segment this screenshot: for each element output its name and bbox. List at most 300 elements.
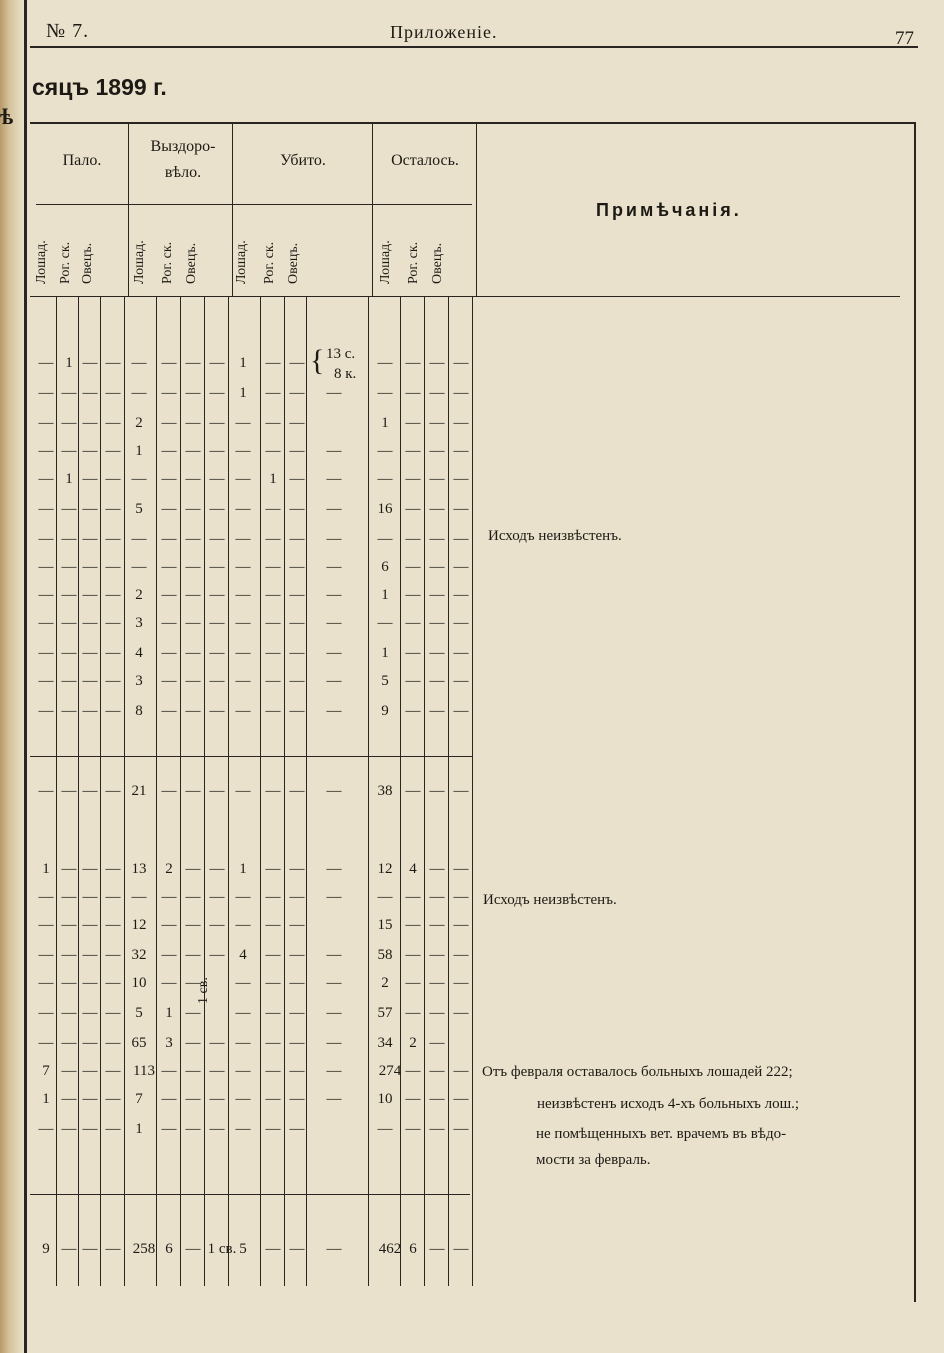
vertical-note-1sv: 1 св. [196, 977, 211, 1004]
top-row-vyz-cell: — [209, 531, 225, 547]
mid-row-ost-cell: — [429, 975, 445, 991]
mid-row-pal-cell: — [82, 889, 98, 905]
mid-row-vyz-cell: — [209, 783, 225, 799]
top-row-pal-cell: — [38, 615, 54, 631]
top-row-pal-cell: — [82, 355, 98, 371]
notes-title: Примѣчанія. [596, 200, 742, 220]
issue-number: № 7. [46, 20, 90, 42]
mid-row-pal-cell: — [38, 1121, 54, 1137]
totals-row-pal-cell: — [82, 1241, 98, 1257]
top-row-pal-cell: — [38, 531, 54, 547]
subheader-ovets: Овецъ. [184, 242, 199, 284]
mid-row-vyz-cell: — [185, 889, 201, 905]
top-row-ost-cell: — [429, 415, 445, 431]
mid-row-ost-cell: 10 [377, 1091, 393, 1107]
top-row-pal-cell: — [38, 501, 54, 517]
top-row-vyz-cell: — [185, 415, 201, 431]
mid-row-vyz-cell: — [131, 889, 147, 905]
top-row-vyz-cell: — [131, 385, 147, 401]
mid-row-pal-cell: 1 [42, 861, 50, 877]
mid-row-ub-cell: — [289, 783, 305, 799]
subheader-loshad: Лошад. [234, 240, 249, 284]
top-row-ub-cell: — [289, 501, 305, 517]
mid-row-vyz-cell: — [209, 917, 225, 933]
group-label-vyzdorovelo: Выздоро- вѣло. [150, 138, 216, 181]
top-row-pal-cell: — [82, 645, 98, 661]
mid-row-ub-cell: — [289, 1091, 305, 1107]
mid-row-pal-cell: — [82, 1091, 98, 1107]
mid-row-ost-cell: — [405, 917, 421, 933]
mid-row-ost-cell: — [429, 1063, 445, 1079]
top-row-ub-cell: — [289, 645, 305, 661]
mid-row-ost-cell: 15 [377, 917, 393, 933]
top-row-vyz-cell: — [161, 501, 177, 517]
top-row-pal-cell: — [105, 559, 121, 575]
subheader-rog-sk: Рог. ск. [262, 241, 277, 284]
top-row-pal-cell: — [61, 645, 77, 661]
mid-row-ub-cell: — [235, 1091, 251, 1107]
mid-row-ub-cell: — [265, 1121, 281, 1137]
top-row-vyz-cell: — [161, 415, 177, 431]
top-row-vyz-cell: — [209, 385, 225, 401]
top-row-pal-cell: — [38, 355, 54, 371]
totals-row-vyz-cell: 1 св. [207, 1241, 237, 1257]
top-row-ost-cell: — [429, 501, 445, 517]
mid-row-vyz-cell: — [161, 1091, 177, 1107]
top-row-extra-cell: — [326, 645, 342, 661]
top-row-ub-cell: — [265, 531, 281, 547]
mid-row-pal-cell: — [82, 1005, 98, 1021]
top-row-ub-cell: 1 [269, 471, 277, 487]
top-row-ost-cell: — [377, 615, 393, 631]
top-row-pal-cell: 1 [65, 355, 73, 371]
top-row-ub-cell: — [289, 559, 305, 575]
top-row-ub-cell: — [265, 645, 281, 661]
top-row-pal-cell: — [82, 615, 98, 631]
top-row-ost-cell: — [453, 703, 469, 719]
subheader-loshad: Лошад. [34, 240, 49, 284]
top-row-ost-cell: — [429, 531, 445, 547]
mid-row-vyz-cell: — [209, 947, 225, 963]
note-february-line-4: мости за февраль. [536, 1152, 651, 1168]
mid-row-ost-cell: — [453, 917, 469, 933]
mid-row-pal-cell: — [82, 861, 98, 877]
top-row-ost-cell: — [429, 673, 445, 689]
mid-row-vyz-cell: 113 [133, 1063, 155, 1079]
subheader-ovets: Овецъ. [80, 242, 95, 284]
top-row-vyz-cell: — [161, 559, 177, 575]
mid-row-vyz-cell: — [161, 1121, 177, 1137]
subheader-ovets: Овецъ. [286, 242, 301, 284]
top-row-vyz-cell: — [185, 385, 201, 401]
mid-row-ub-cell: — [289, 889, 305, 905]
mid-row-ub-cell: — [235, 1063, 251, 1079]
mid-row-vyz-cell: — [185, 947, 201, 963]
subheader-loshad: Лошад. [378, 240, 393, 284]
top-row-vyz-cell: — [131, 355, 147, 371]
mid-row-ub-cell: — [289, 1121, 305, 1137]
mid-row-ost-cell: — [453, 947, 469, 963]
top-row-vyz-cell: — [209, 559, 225, 575]
mid-row-pal-cell: — [61, 1063, 77, 1079]
top-row-ub-cell: 1 [239, 355, 247, 371]
mid-row-ost-cell: — [405, 1091, 421, 1107]
mid-row-ub-cell: — [265, 1035, 281, 1051]
mid-row-ub-cell: — [265, 861, 281, 877]
mid-row-vyz-cell: 21 [131, 783, 147, 799]
mid-row-vyz-cell: — [185, 861, 201, 877]
top-row-pal-cell: — [61, 415, 77, 431]
mid-row-ost-cell: — [429, 1121, 445, 1137]
top-row-ub-cell: — [265, 415, 281, 431]
top-row-vyz-cell: — [161, 645, 177, 661]
mid-row-extra-cell: — [326, 1063, 342, 1079]
subheader-rule [36, 204, 472, 205]
top-row-extra-cell: — [326, 385, 342, 401]
top-row-pal-cell: — [61, 587, 77, 603]
mid-row-extra-cell: — [326, 1091, 342, 1107]
mid-row-vyz-cell: — [185, 783, 201, 799]
mid-row-ost-cell: — [429, 783, 445, 799]
top-row-ost-cell: — [377, 385, 393, 401]
top-row-pal-cell: — [82, 703, 98, 719]
top-row-pal-cell: — [82, 531, 98, 547]
mid-row-vyz-cell: 3 [165, 1035, 173, 1051]
mid-row-vyz-cell: — [185, 975, 201, 991]
mid-row-pal-cell: — [105, 917, 121, 933]
group-separator [372, 122, 373, 296]
top-row-vyz-cell: — [209, 415, 225, 431]
totals-row-ost-cell: 462 [378, 1241, 402, 1257]
note-february-line-3: не помѣщенныхъ вет. врачемъ въ вѣдо- [536, 1126, 787, 1142]
top-row-pal-cell: — [38, 471, 54, 487]
totals-row-vyz-cell: 6 [165, 1241, 173, 1257]
top-row-ub-cell: — [235, 415, 251, 431]
mid-row-ub-cell: — [265, 1005, 281, 1021]
top-row-vyz-cell: — [209, 471, 225, 487]
mid-row-pal-cell: — [61, 861, 77, 877]
mid-row-vyz-cell: 13 [131, 861, 147, 877]
mid-row-vyz-cell: — [185, 1091, 201, 1107]
top-row-vyz-cell: — [131, 471, 147, 487]
top-row-vyz-cell: — [131, 559, 147, 575]
table-top-rule [30, 122, 916, 124]
top-row-pal-cell: — [105, 355, 121, 371]
top-row-ub-cell: — [289, 615, 305, 631]
top-row-vyz-cell: — [185, 673, 201, 689]
top-row-pal-cell: — [105, 673, 121, 689]
mid-row-ost-cell: — [405, 947, 421, 963]
killed-extra-1: 13 с. [326, 346, 356, 362]
top-row-pal-cell: — [82, 443, 98, 459]
mid-row-ost-cell: 274 [378, 1063, 402, 1079]
mid-row-vyz-cell: — [161, 975, 177, 991]
top-row-ub-cell: — [289, 355, 305, 371]
mid-row-pal-cell: — [38, 889, 54, 905]
top-row-pal-cell: — [82, 415, 98, 431]
top-row-ost-cell: — [405, 559, 421, 575]
top-row-ost-cell: — [405, 415, 421, 431]
mid-row-extra-cell: — [326, 783, 342, 799]
top-row-vyz-cell: — [209, 615, 225, 631]
note-outcome-unknown-1: Исходъ неизвѣстенъ. [488, 528, 622, 544]
top-row-vyz-cell: — [209, 673, 225, 689]
top-row-ub-cell: — [265, 673, 281, 689]
mid-row-extra-cell: — [326, 947, 342, 963]
top-row-ub-cell: — [265, 443, 281, 459]
mid-row-pal-cell: — [38, 975, 54, 991]
mid-row-pal-cell: — [38, 1005, 54, 1021]
subheader-rog-sk: Рог. ск. [58, 241, 73, 284]
mid-row-ost-cell: 2 [381, 975, 389, 991]
mid-row-vyz-cell: 10 [131, 975, 147, 991]
mid-row-ost-cell: — [405, 1063, 421, 1079]
top-row-ost-cell: — [453, 471, 469, 487]
top-row-ub-cell: — [289, 673, 305, 689]
top-row-extra-cell: — [326, 673, 342, 689]
top-row-ost-cell: — [405, 385, 421, 401]
mid-row-ub-cell: — [235, 975, 251, 991]
mid-row-vyz-cell: 5 [135, 1005, 143, 1021]
top-row-ost-cell: — [429, 559, 445, 575]
mid-row-extra-cell: — [326, 1035, 342, 1051]
top-row-vyz-cell: 5 [135, 501, 143, 517]
top-row-ub-cell: — [235, 443, 251, 459]
top-row-ost-cell: — [453, 531, 469, 547]
top-row-pal-cell: — [38, 587, 54, 603]
notes-column-rule [476, 122, 477, 296]
subheader-loshad: Лошад. [132, 240, 147, 284]
top-row-vyz-cell: 4 [135, 645, 143, 661]
mid-row-ost-cell: 12 [377, 861, 393, 877]
top-row-ost-cell: — [429, 471, 445, 487]
table-right-rule [914, 122, 916, 1302]
top-row-ub-cell: — [289, 531, 305, 547]
mid-row-vyz-cell: — [161, 947, 177, 963]
top-row-ost-cell: — [377, 443, 393, 459]
top-row-vyz-cell: — [161, 355, 177, 371]
top-row-pal-cell: — [38, 415, 54, 431]
mid-row-vyz-cell: 1 [165, 1005, 173, 1021]
top-row-vyz-cell: — [161, 673, 177, 689]
mid-row-ub-cell: — [265, 975, 281, 991]
subheader-ovets: Овецъ. [430, 242, 445, 284]
mid-row-vyz-cell: — [185, 1005, 201, 1021]
top-row-extra-cell: — [326, 531, 342, 547]
top-row-extra-cell: — [326, 559, 342, 575]
top-row-ub-cell: — [235, 703, 251, 719]
mid-row-pal-cell: — [82, 783, 98, 799]
top-row-vyz-cell: 2 [135, 415, 143, 431]
top-row-ost-cell: — [405, 587, 421, 603]
top-row-extra-cell: — [326, 703, 342, 719]
mid-row-ub-cell: — [235, 917, 251, 933]
mid-row-ub-cell: — [289, 1063, 305, 1079]
mid-row-ost-cell: — [405, 1121, 421, 1137]
mid-row-ost-cell: — [453, 889, 469, 905]
top-row-ost-cell: — [429, 385, 445, 401]
top-row-vyz-cell: — [161, 471, 177, 487]
top-row-pal-cell: — [82, 471, 98, 487]
top-row-pal-cell: — [38, 443, 54, 459]
mid-row-pal-cell: — [105, 947, 121, 963]
top-row-ub-cell: — [235, 501, 251, 517]
mid-row-ost-cell: — [453, 1063, 469, 1079]
group-label-ubito: Убито. [280, 152, 326, 169]
top-row-pal-cell: — [61, 559, 77, 575]
mid-row-pal-cell: — [105, 1005, 121, 1021]
mid-row-ost-cell: 34 [377, 1035, 393, 1051]
top-row-ost-cell: — [377, 355, 393, 371]
mid-row-ost-cell: — [453, 1091, 469, 1107]
top-row-vyz-cell: — [185, 645, 201, 661]
mid-row-pal-cell: — [61, 1121, 77, 1137]
mid-row-pal-cell: — [105, 1035, 121, 1051]
top-row-ub-cell: — [265, 559, 281, 575]
top-row-ub-cell: — [235, 645, 251, 661]
mid-row-ost-cell: — [429, 947, 445, 963]
mid-row-pal-cell: — [105, 1063, 121, 1079]
mid-row-vyz-cell: — [209, 889, 225, 905]
group-separator [128, 122, 129, 296]
mid-row-ost-cell: — [405, 1005, 421, 1021]
totals-row-ost-cell: 6 [409, 1241, 417, 1257]
mid-row-vyz-cell: — [209, 1035, 225, 1051]
top-row-ost-cell: — [405, 531, 421, 547]
top-row-extra-cell: — [326, 501, 342, 517]
top-row-ub-cell: — [235, 673, 251, 689]
note-outcome-unknown-2: Исходъ неизвѣстенъ. [483, 892, 617, 908]
mid-row-pal-cell: — [38, 783, 54, 799]
top-row-vyz-cell: — [185, 501, 201, 517]
mid-row-ost-cell: 2 [409, 1035, 417, 1051]
mid-row-ost-cell: — [405, 783, 421, 799]
mid-row-vyz-cell: — [209, 1091, 225, 1107]
group-label-ostalos: Осталось. [391, 152, 459, 169]
top-row-vyz-cell: — [161, 385, 177, 401]
mid-row-ub-cell: — [289, 1005, 305, 1021]
mid-row-ost-cell: — [429, 889, 445, 905]
top-row-vyz-cell: — [161, 531, 177, 547]
mid-row-pal-cell: — [61, 1091, 77, 1107]
top-row-pal-cell: — [61, 531, 77, 547]
top-row-pal-cell: 1 [65, 471, 73, 487]
top-row-ost-cell: 16 [377, 501, 393, 517]
mid-row-ub-cell: — [289, 1035, 305, 1051]
subheader-rog-sk: Рог. ск. [406, 241, 421, 284]
totals-row-pal-cell: — [61, 1241, 77, 1257]
top-row-vyz-cell: — [185, 355, 201, 371]
top-row-ost-cell: — [453, 615, 469, 631]
top-row-vyz-cell: — [209, 355, 225, 371]
mid-row-pal-cell: — [61, 947, 77, 963]
mid-row-pal-cell: — [38, 947, 54, 963]
mid-row-pal-cell: 1 [42, 1091, 50, 1107]
mid-row-ub-cell: — [235, 889, 251, 905]
top-row-ost-cell: — [453, 355, 469, 371]
top-row-ub-cell: — [265, 703, 281, 719]
mid-row-pal-cell: — [105, 975, 121, 991]
top-row-vyz-cell: — [185, 531, 201, 547]
top-row-ost-cell: — [405, 443, 421, 459]
top-row-pal-cell: — [82, 587, 98, 603]
page-number: 77 [895, 28, 914, 49]
top-row-pal-cell: — [105, 645, 121, 661]
mid-row-pal-cell: 7 [42, 1063, 50, 1079]
top-row-pal-cell: — [82, 559, 98, 575]
brace: { [310, 344, 325, 377]
mid-row-ub-cell: — [265, 889, 281, 905]
top-row-ub-cell: — [289, 385, 305, 401]
top-row-ost-cell: 6 [381, 559, 389, 575]
top-row-pal-cell: — [82, 385, 98, 401]
mid-row-vyz-cell: 65 [131, 1035, 147, 1051]
top-row-extra-cell: — [326, 587, 342, 603]
mid-row-ost-cell: — [453, 783, 469, 799]
totals-row-extra-cell: — [326, 1241, 342, 1257]
table-header-bottom-rule [30, 296, 900, 297]
top-row-vyz-cell: — [209, 443, 225, 459]
mid-row-ub-cell: — [235, 1035, 251, 1051]
mid-row-vyz-cell: — [161, 889, 177, 905]
top-row-pal-cell: — [38, 385, 54, 401]
mid-row-vyz-cell: — [209, 1063, 225, 1079]
top-row-ost-cell: — [377, 471, 393, 487]
top-row-ost-cell: — [429, 615, 445, 631]
top-row-ost-cell: — [405, 703, 421, 719]
mid-row-ost-cell: 4 [409, 861, 417, 877]
top-row-extra-cell: — [326, 471, 342, 487]
top-row-ost-cell: — [453, 443, 469, 459]
running-title: Приложеніе. [390, 22, 498, 42]
note-february-line-2: неизвѣстенъ исходъ 4-хъ больныхъ лош.; [537, 1096, 800, 1112]
top-row-vyz-cell: — [161, 703, 177, 719]
top-row-vyz-cell: 1 [135, 443, 143, 459]
top-row-ost-cell: 1 [381, 415, 389, 431]
group-label-palo: Пало. [62, 152, 102, 169]
mid-row-ost-cell: — [377, 1121, 393, 1137]
mid-row-ost-cell: — [429, 1035, 445, 1051]
top-row-vyz-cell: — [209, 501, 225, 517]
top-row-ost-cell: — [453, 587, 469, 603]
column-rule [368, 296, 369, 1286]
mid-row-ost-cell: 57 [377, 1005, 393, 1021]
mid-row-vyz-cell: 12 [131, 917, 147, 933]
top-row-ost-cell: 1 [381, 587, 389, 603]
top-row-pal-cell: — [61, 385, 77, 401]
mid-row-vyz-cell: — [185, 1063, 201, 1079]
mid-row-ub-cell: — [289, 975, 305, 991]
top-row-ost-cell: — [405, 615, 421, 631]
top-row-ub-cell: — [265, 355, 281, 371]
mid-row-ub-cell: — [235, 1005, 251, 1021]
top-row-ub-cell: — [289, 587, 305, 603]
mid-row-vyz-cell: 2 [165, 861, 173, 877]
mid-row-ost-cell: — [453, 861, 469, 877]
top-row-ost-cell: — [405, 501, 421, 517]
totals-row-pal-cell: 9 [42, 1241, 50, 1257]
top-row-vyz-cell: — [161, 587, 177, 603]
top-row-ub-cell: — [235, 587, 251, 603]
top-row-ost-cell: — [453, 645, 469, 661]
top-row-pal-cell: — [61, 673, 77, 689]
top-row-vyz-cell: — [131, 531, 147, 547]
top-row-vyz-cell: — [209, 645, 225, 661]
top-row-ub-cell: — [289, 703, 305, 719]
top-row-ost-cell: — [405, 471, 421, 487]
mid-row-pal-cell: — [61, 1005, 77, 1021]
mid-row-vyz-cell: — [161, 917, 177, 933]
